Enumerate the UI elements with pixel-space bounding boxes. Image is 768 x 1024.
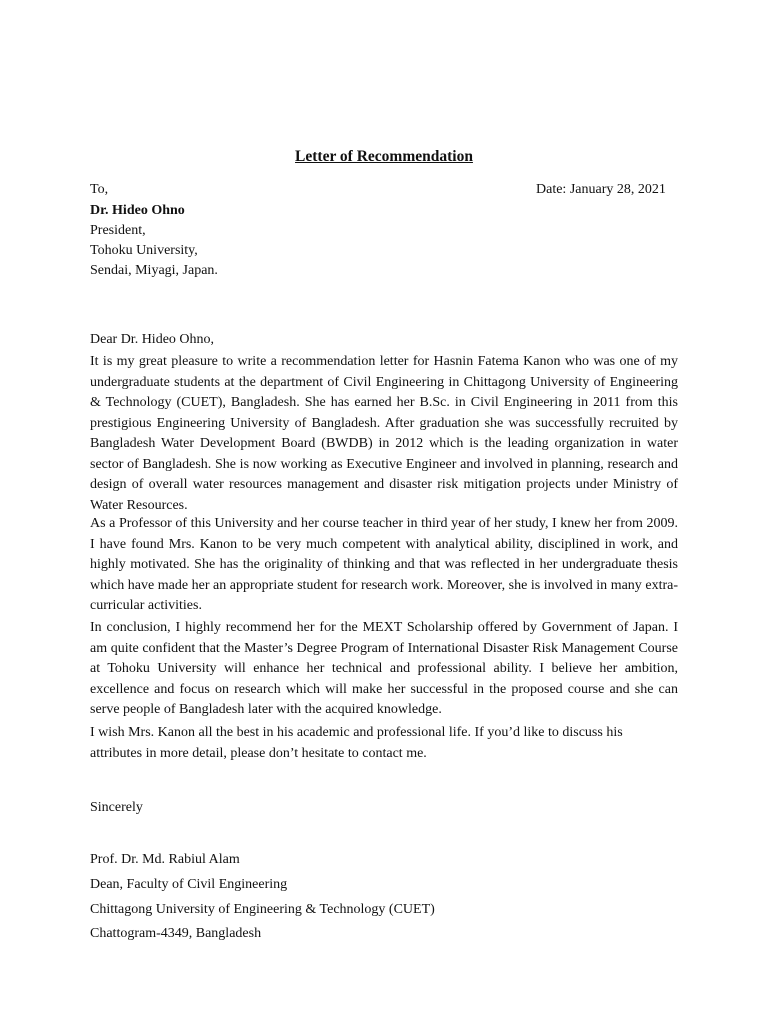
signatory-name: Prof. Dr. Md. Rabiul Alam xyxy=(90,852,240,867)
signatory-institution: Chittagong University of Engineering & Technology (CUET) xyxy=(90,902,435,917)
recipient-name: Dr. Hideo Ohno xyxy=(90,203,185,218)
paragraph-1: It is my great pleasure to write a recommendation letter for Hasnin Fatema Kanon who was one of my undergraduate students at the department of Civil Engineering in Chittagong University of Engineering & Technology (CUET), Bangladesh. She has earned her B.Sc. in Civil Engineering in 2011 from this prestigious Engineering University of Bangladesh. After graduation she was successfully recruited by Bangladesh Water Development Board (BWDB) in 2012 which is the leading organization in water sector of Bangladesh. She is now working as Executive Engineer and involved in planning, research and design of overall water resources management and disaster risk mitigation projects under Ministry of Water Resources. xyxy=(90,354,678,513)
recipient-position: President, xyxy=(90,223,146,238)
to-label: To, xyxy=(90,182,109,197)
paragraph-4: I wish Mrs. Kanon all the best in his academic and professional life. If you’d like to discuss his attributes in more detail, please don’t hesitate to contact me. xyxy=(90,725,623,761)
signatory-address: Chattogram-4349, Bangladesh xyxy=(90,926,262,941)
letter-title: Letter of Recommendation xyxy=(295,148,473,165)
paragraph-2: As a Professor of this University and her course teacher in third year of her study, I knew her from 2009. I have found Mrs. Kanon to be very much competent with analytical ability, disciplined in work, and highly motivated. She has the originality of thinking and that was reflected in her undergraduate thesis which have made her an appropriate student for research work. Moreover, she is involved in many extra-curricular activities. xyxy=(90,516,678,613)
recipient-organization: Tohoku University, xyxy=(90,243,198,258)
closing: Sincerely xyxy=(90,800,143,815)
recipient-address: Sendai, Miyagi, Japan. xyxy=(90,263,218,278)
letter-date: Date: January 28, 2021 xyxy=(536,182,666,197)
signatory-title: Dean, Faculty of Civil Engineering xyxy=(90,877,288,892)
paragraph-3: In conclusion, I highly recommend her for the MEXT Scholarship offered by Government of Japan. I am quite confident that the Master’s Degree Program of International Disaster Risk Management Course at Tohoku University will enhance her technical and professional ability. I believe her ambition, excellence and focus on research which will make her successful in the proposed course and she can serve people of Bangladesh later with the acquired knowledge. xyxy=(90,620,678,717)
salutation: Dear Dr. Hideo Ohno, xyxy=(90,332,215,347)
